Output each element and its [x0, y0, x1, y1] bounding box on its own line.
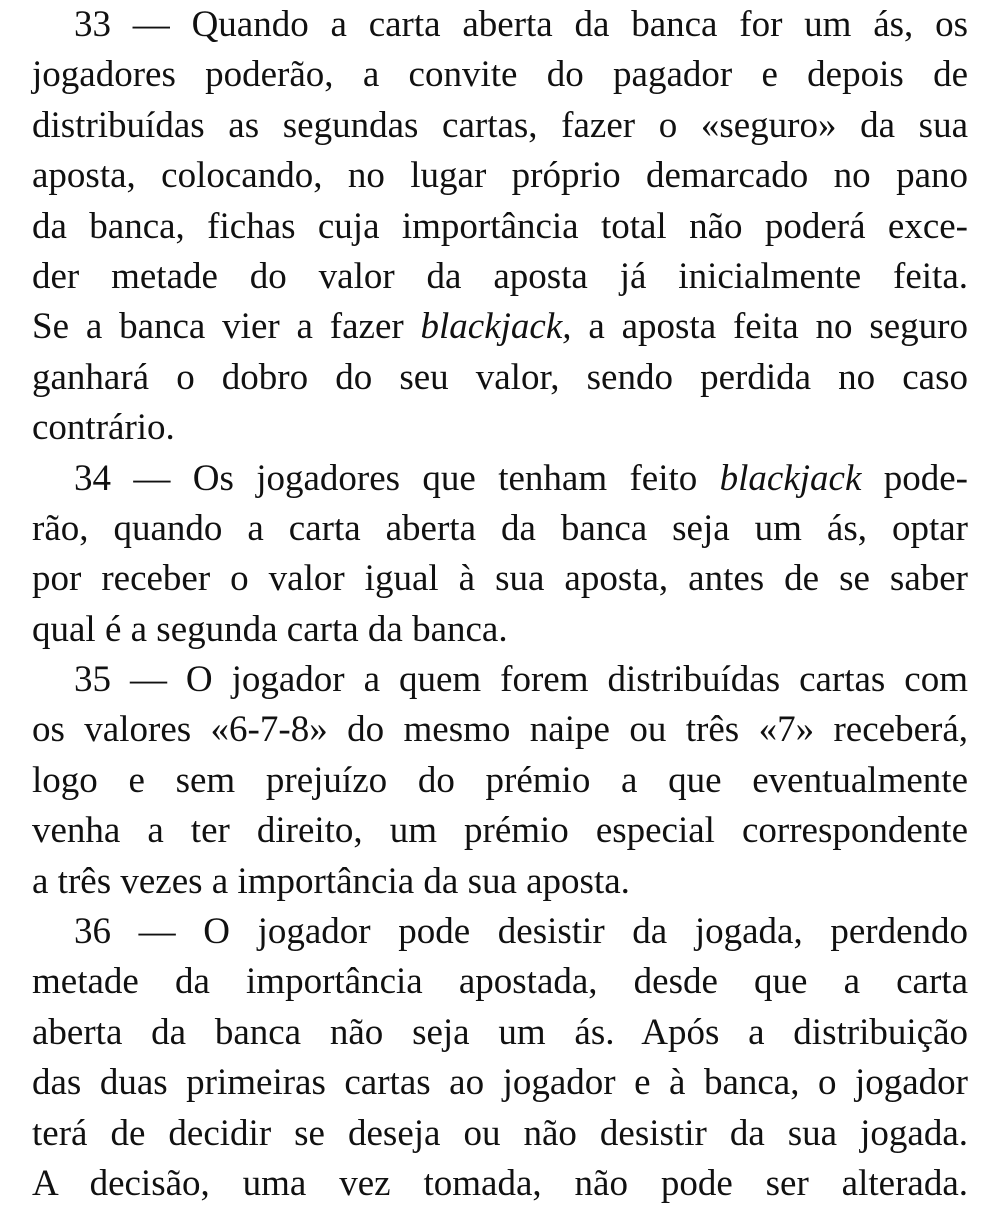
text-segment: distribuídas as segundas cartas, fazer o «seguro» da sua	[32, 104, 968, 146]
text-line	[32, 353, 968, 403]
text-line	[32, 50, 968, 100]
text-line	[32, 857, 968, 907]
paragraph-34	[32, 454, 968, 656]
text-segment: Se a banca vier a fazer	[32, 306, 421, 348]
text-line	[32, 705, 968, 755]
text-segment: ganhará o dobro do seu valor, sendo perdida no caso	[32, 356, 968, 398]
text-segment: terá de decidir se deseja ou não desistir da sua jogada.	[32, 1112, 968, 1154]
text-line	[32, 756, 968, 806]
text-line	[32, 0, 968, 50]
text-segment: aposta, colocando, no lugar próprio demarcado no pano	[32, 155, 968, 197]
text-line	[32, 605, 968, 655]
text-line	[32, 1159, 968, 1209]
text-segment: da banca, fichas cuja importância total não poderá exce-	[32, 205, 968, 247]
italic-term: blackjack,	[420, 306, 572, 348]
text-line	[32, 252, 968, 302]
text-line	[32, 454, 968, 504]
text-segment: A decisão, uma vez tomada, não pode ser alterada.	[32, 1162, 968, 1204]
text-segment: venha a ter direito, um prémio especial correspondente	[32, 810, 968, 852]
text-line	[32, 1058, 968, 1108]
text-line	[32, 554, 968, 604]
text-segment: logo e sem prejuízo do prémio a que eventualmente	[32, 759, 968, 801]
text-segment: metade da importância apostada, desde que a carta	[32, 961, 968, 1003]
text-line	[32, 202, 968, 252]
text-segment: os valores «6-7-8» do mesmo naipe ou três «7» receberá,	[32, 709, 968, 751]
text-segment: das duas primeiras cartas ao jogador e à banca, o jogador	[32, 1062, 968, 1104]
text-segment: aberta da banca não seja um ás. Após a distribuição	[32, 1011, 968, 1053]
italic-term: blackjack	[719, 457, 862, 499]
text-segment: pode-	[861, 457, 968, 499]
text-segment: der metade do valor da aposta já inicialmente feita.	[32, 255, 968, 297]
text-line	[32, 151, 968, 201]
text-line	[32, 907, 968, 957]
text-line	[32, 403, 968, 453]
paragraph-35	[32, 655, 968, 907]
text-segment: por receber o valor igual à sua aposta, antes de se saber	[32, 558, 968, 600]
text-segment: 36 — O jogador pode desistir da jogada, perdendo	[74, 911, 968, 953]
text-segment: 34 — Os jogadores que tenham feito	[74, 457, 720, 499]
text-line	[32, 806, 968, 856]
text-line	[32, 302, 968, 352]
text-line	[32, 504, 968, 554]
text-line	[32, 1008, 968, 1058]
paragraph-33	[32, 0, 968, 454]
text-line	[32, 1109, 968, 1159]
paragraph-36	[32, 907, 968, 1209]
text-segment: rão, quando a carta aberta da banca seja um ás, optar	[32, 507, 968, 549]
text-line	[32, 655, 968, 705]
text-line	[32, 101, 968, 151]
text-segment: a aposta feita no seguro	[571, 306, 968, 348]
text-line	[32, 957, 968, 1007]
text-segment: 35 — O jogador a quem forem distribuídas cartas com	[74, 659, 968, 701]
text-segment: jogadores poderão, a convite do pagador e depois de	[32, 54, 968, 96]
text-segment: qual é a segunda carta da banca.	[32, 608, 508, 650]
text-segment: contrário.	[32, 407, 175, 449]
text-segment: 33 — Quando a carta aberta da banca for um ás, os	[74, 4, 968, 45]
text-segment: a três vezes a importância da sua aposta.	[32, 860, 630, 902]
